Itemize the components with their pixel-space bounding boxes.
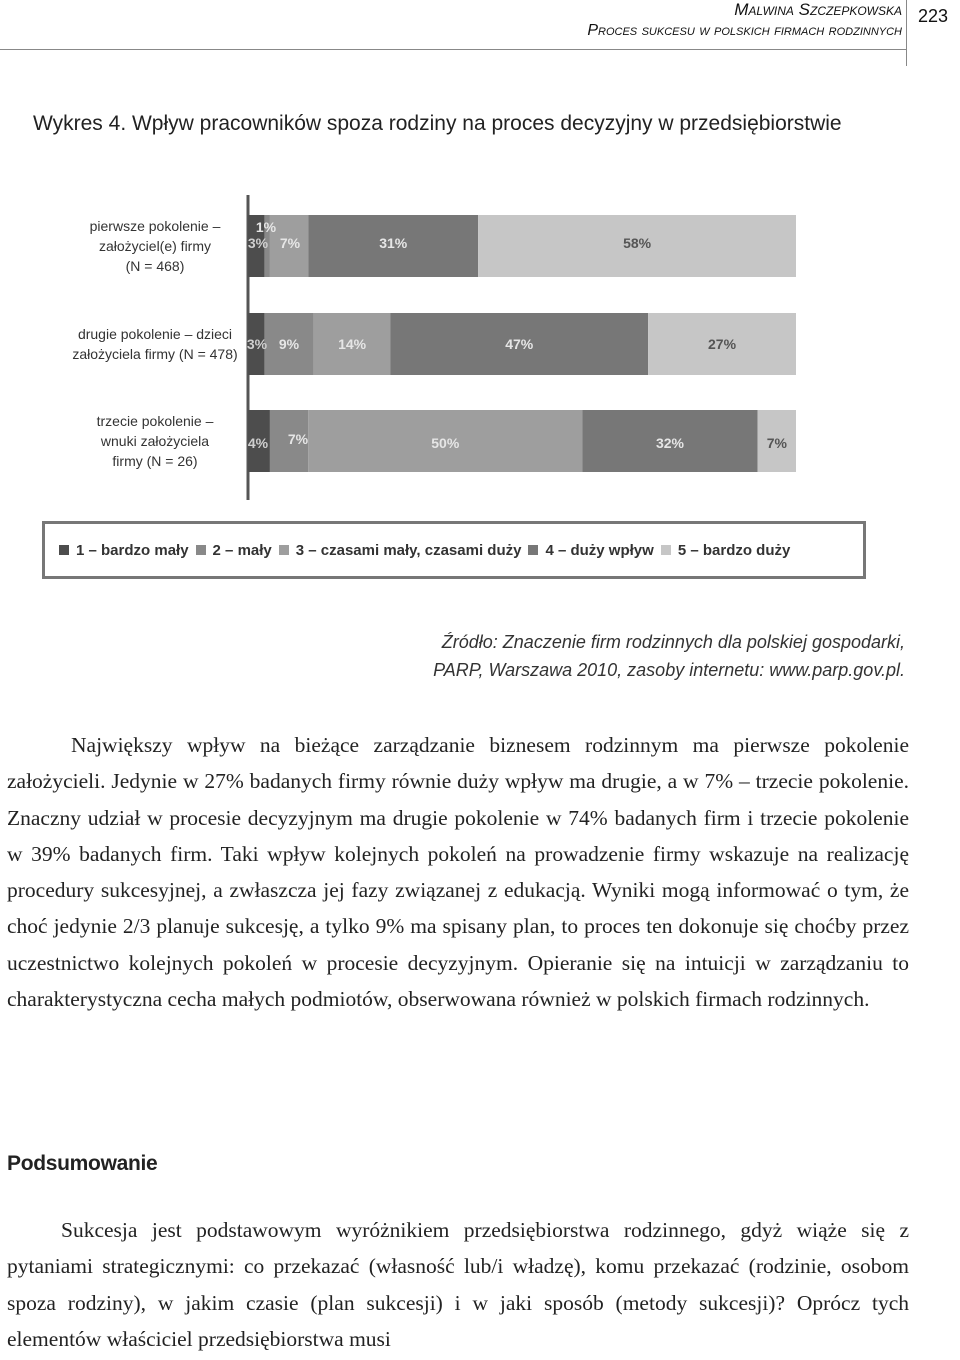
data-label: 9% — [278, 336, 300, 352]
data-label: 3% — [246, 336, 268, 352]
data-label: 7% — [279, 235, 301, 251]
category-label: trzecie pokolenie – — [96, 413, 214, 429]
legend-label: 2 – mały — [212, 541, 272, 559]
legend-swatch — [279, 545, 289, 555]
legend-label: 3 – czasami mały, czasami duży — [295, 541, 522, 559]
legend-item — [528, 542, 653, 559]
data-label: 14% — [338, 336, 367, 352]
category-label: drugie pokolenie – dzieci — [77, 326, 233, 342]
body-paragraph: Największy wpływ na bieżące zarządzanie biznesem rodzinnym ma pierwsze pokolenie założycieli. Jedynie w 27% badanych firmy równie duży wpływ ma drugie, a w 7% – trzecie pokolenie. Znaczny udział w procesie decyzyjnym ma drugie pokolenie w 74% badanych firm i trzecie pokolenie w 39% badanych firm. Taki wpływ kolejnych pokoleń na prowadzenie firmy wskazuje na realizację procedury sukcesyjnej, a zwłaszcza jej fazy związanej z edukacją. Wyniki mogą informować o tym, że choć jedynie 2/3 planuje sukcesję, a tylko 9% ma spisany plan, to proces ten dokonuje się choćby przez uczestnictwo kolejnych pokoleń w procesie decyzyjnym. Opieranie się na intuicji w zarządzaniu to charakterystyczna cecha małych podmiotów, obserwowana również w polskich firmach rodzinnych. — [7, 733, 909, 1012]
legend-label: 1 – bardzo mały — [76, 541, 189, 559]
data-label: 50% — [431, 435, 460, 451]
legend-item — [279, 542, 522, 559]
figure-title: Wykres 4. Wpływ pracowników spoza rodziny na proces decyzyjny w przedsiębiorstwie — [33, 112, 842, 135]
legend-label: 4 – duży wpływ — [545, 541, 654, 559]
data-label: 32% — [655, 435, 684, 451]
category-label: założyciel(e) firmy — [98, 238, 212, 254]
legend-swatch — [528, 545, 538, 555]
figure-source — [433, 628, 905, 684]
page-header — [0, 0, 960, 68]
page-number: 223 — [918, 6, 949, 26]
data-label: 58% — [623, 235, 652, 251]
source-line: Źródło: Znaczenie firm rodzinnych dla polskiej gospodarki, — [441, 632, 905, 652]
legend-item — [661, 542, 791, 559]
header-divider — [906, 0, 907, 66]
data-label: 47% — [505, 336, 534, 352]
source-line: PARP, Warszawa 2010, zasoby internetu: www.parp.gov.pl. — [433, 660, 905, 680]
data-label: 31% — [379, 235, 408, 251]
category-label: (N = 468) — [125, 258, 185, 274]
data-label: 3% — [247, 235, 269, 251]
data-label: 1% — [255, 219, 277, 235]
data-label: 27% — [708, 336, 737, 352]
chart-legend — [42, 521, 866, 579]
section-heading: Podsumowanie — [7, 1152, 158, 1175]
legend-item — [196, 542, 272, 559]
legend-swatch — [661, 545, 671, 555]
category-label: firmy (N = 26) — [112, 453, 198, 469]
legend-swatch — [59, 545, 69, 555]
legend-label: 5 – bardzo duży — [677, 541, 791, 559]
running-head-book-title: Proces sukcesu w polskich firmach rodzinnych — [587, 22, 902, 39]
data-label: 4% — [247, 435, 269, 451]
running-head-author: Malwina Szczepkowska — [734, 0, 902, 19]
stacked-bar-chart — [0, 190, 960, 510]
data-label: 7% — [287, 431, 309, 447]
body-paragraph: Sukcesja jest podstawowym wyróżnikiem przedsiębiorstwa rodzinnego, gdyż wiąże się z pytaniami strategicznymi: co przekazać (własność lub/i władzę), komu przekazać (rodzinie, osobom spoza rodziny), w jakim czasie (plan sukcesji) i w jaki sposób (metody sukcesji)? Oprócz tych elementów właściciel przedsiębiorstwa musi — [7, 1218, 909, 1351]
category-label: wnuki założyciela — [100, 433, 210, 449]
legend-swatch — [196, 545, 206, 555]
header-rule — [0, 49, 906, 50]
category-label: założyciela firmy (N = 478) — [72, 346, 238, 362]
category-label: pierwsze pokolenie – — [89, 218, 221, 234]
data-label: 7% — [766, 435, 787, 451]
legend-item — [59, 542, 189, 559]
